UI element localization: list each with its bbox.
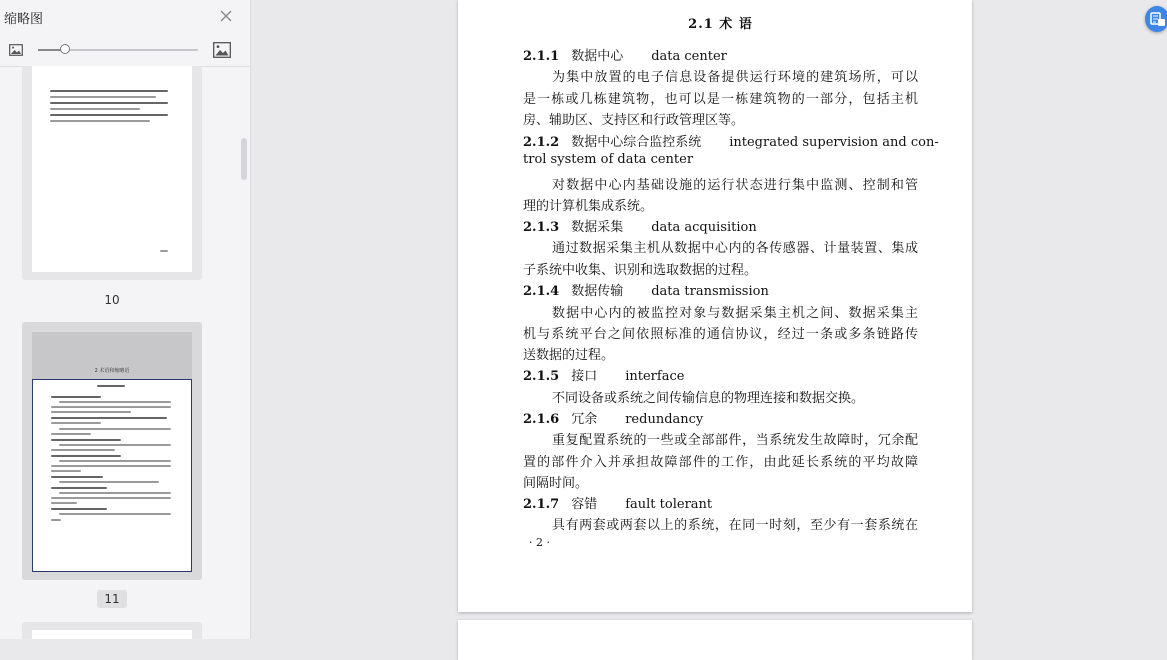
- translate-icon: [1145, 6, 1167, 32]
- term-chinese: 数据采集: [571, 220, 624, 235]
- term-english: redundancy: [625, 412, 704, 427]
- thumbnail-page-number: 11: [97, 590, 127, 608]
- term-english-continued: trol system of data center: [523, 152, 694, 167]
- term-english: data transmission: [651, 284, 769, 299]
- term-chinese: 容错: [571, 497, 598, 512]
- term-english: fault tolerant: [625, 497, 713, 512]
- term-definition-line: 重复配置系统的一些或全部部件，当系统发生故障时，冗余配: [552, 433, 918, 448]
- term-definition-line: 不同设备或系统之间传输信息的物理连接和数据交换。: [552, 391, 865, 406]
- term-heading: [523, 216, 757, 235]
- translate-floating-button[interactable]: [1145, 6, 1167, 32]
- term-chinese: 接口: [571, 369, 598, 384]
- term-definition-line: 是一栋或几栋建筑物，也可以是一栋建筑物的一部分，包括主机: [523, 92, 918, 107]
- term-definition-line: 通过数据采集主机从数据中心内的各传感器、计量装置、集成: [552, 241, 918, 256]
- term-definition-line: 机与系统平台之间依照标准的通信协议，经过一条或多条链路传: [523, 327, 918, 342]
- image-large-icon[interactable]: [213, 42, 231, 58]
- thumbnail-zoom-bar: [0, 36, 250, 64]
- term-english: integrated supervision and con-: [729, 135, 939, 150]
- image-small-icon[interactable]: [9, 44, 23, 56]
- sidebar-title: 缩略图: [4, 12, 44, 27]
- thumbnail-page-10[interactable]: [22, 66, 202, 280]
- close-icon[interactable]: [218, 8, 234, 24]
- term-definition-line: 为集中放置的电子信息设备提供运行环境的建筑场所，可以: [552, 70, 918, 85]
- term-heading: [523, 280, 769, 299]
- thumbnail-chapter-header: [32, 332, 192, 379]
- thumbnail-page-11[interactable]: [22, 322, 202, 580]
- term-number: 2.1.4: [523, 284, 560, 299]
- thumbnail-page-12[interactable]: [22, 622, 202, 639]
- thumbnail-chapter-title: 2 术语和缩略语: [94, 368, 130, 374]
- term-heading: [523, 131, 939, 150]
- thumbnail-preview: [32, 379, 192, 572]
- thumbnail-sidebar: [0, 0, 251, 639]
- term-number: 2.1.6: [523, 412, 560, 427]
- term-chinese: 数据传输: [571, 284, 624, 299]
- term-chinese: 数据中心: [571, 49, 624, 64]
- term-definition-line: 理的计算机集成系统。: [523, 199, 654, 214]
- sidebar-scrollbar[interactable]: [241, 138, 247, 180]
- term-number: 2.1.5: [523, 369, 560, 384]
- term-english: interface: [625, 369, 685, 384]
- term-chinese: 冗余: [571, 412, 598, 427]
- term-number: 2.1.2: [523, 135, 560, 150]
- term-heading: [523, 493, 712, 512]
- thumbnail-page-number: 10: [104, 293, 120, 307]
- thumbnail-preview: [32, 630, 192, 639]
- next-document-page: [458, 620, 972, 660]
- term-heading: [523, 45, 727, 64]
- page-number: · 2 ·: [529, 536, 550, 549]
- term-definition-line: 间隔时间。: [523, 476, 589, 491]
- term-heading: [523, 408, 703, 427]
- term-heading: [523, 365, 684, 384]
- thumbnail-preview: [32, 66, 192, 272]
- term-number: 2.1.7: [523, 497, 560, 512]
- term-chinese: 数据中心综合监控系统: [571, 135, 702, 150]
- term-english: data acquisition: [651, 220, 757, 235]
- term-number: 2.1.1: [523, 49, 560, 64]
- term-definition-line: 具有两套或两套以上的系统，在同一时刻，至少有一套系统在: [552, 518, 918, 533]
- term-definition-line: 数据中心内的被监控对象与数据采集主机之间、数据采集主: [552, 306, 918, 321]
- term-english: data center: [651, 49, 727, 64]
- term-definition-line: 对数据中心内基础设施的运行状态进行集中监测、控制和管: [552, 178, 918, 193]
- document-page: [458, 0, 972, 612]
- zoom-slider-handle[interactable]: [60, 44, 70, 54]
- term-number: 2.1.3: [523, 220, 560, 235]
- section-title: 2.1 术 语: [688, 17, 753, 32]
- term-definition-line: 房、辅助区、支持区和行政管理区等。: [523, 113, 745, 128]
- term-definition-line: 置的部件介入并承担故障部件的工作，由此延长系统的平均故障: [523, 455, 918, 470]
- term-definition-line: 子系统中收集、识别和选取数据的过程。: [523, 263, 758, 278]
- term-definition-line: 送数据的过程。: [523, 348, 615, 363]
